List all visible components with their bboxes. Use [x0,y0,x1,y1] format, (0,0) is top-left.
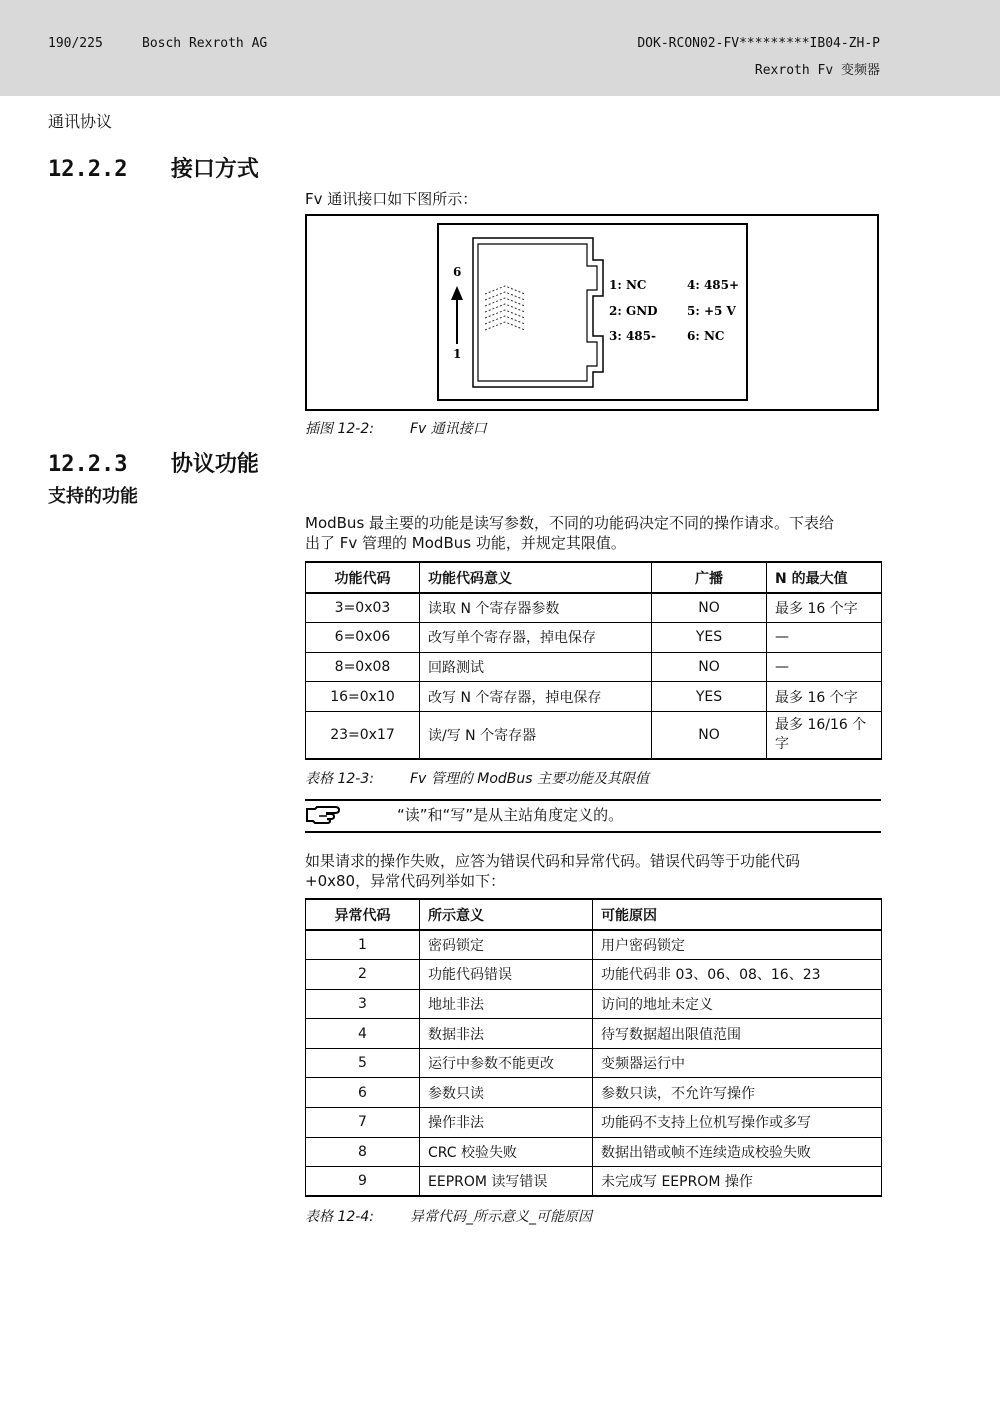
table1-caption [305,768,649,788]
table-cell: 功能代码非 03、06、08、16、23 [593,960,882,990]
column-header: 异常代码 [306,899,420,930]
table-cell: 读取 N 个寄存器参数 [420,593,652,623]
table-cell: 2 [306,960,420,990]
table-cell: 23=0x17 [306,711,420,759]
table-cell: 数据出错或帧不连续造成校验失败 [593,1137,882,1167]
section-title: 协议功能 [170,452,259,477]
table-cell: 变频器运行中 [593,1048,882,1078]
pin-label-6: 6: NC [687,329,725,343]
table-row [306,1137,882,1167]
pointing-hand-icon [305,804,341,826]
pin-contacts [485,286,525,330]
table-cell: 回路测试 [420,652,652,682]
table-cell: — [767,652,882,682]
arrow-label-bottom: 1 [453,347,462,361]
table2-caption-number: 表格 12-4: [305,1209,374,1225]
table-cell: CRC 校验失败 [420,1137,593,1167]
table-row [306,1078,882,1108]
table-cell: 改写单个寄存器，掉电保存 [420,623,652,653]
arrow-label-top: 6 [453,265,462,279]
table-row [306,1048,882,1078]
table-cell: 最多 16 个字 [767,593,882,623]
table-cell: 9 [306,1167,420,1197]
table-row [306,652,882,682]
pin-label-2: 2: GND [609,304,658,318]
paragraph-line: ModBus 最主要的功能是读写参数，不同的功能码决定不同的操作请求。下表给 [305,514,835,532]
section-number: 12.2.3 [48,452,128,477]
table-cell: 3 [306,989,420,1019]
column-header: N 的最大值 [767,562,882,593]
pin-label-3: 3: 485- [609,329,656,343]
note-divider-top [305,799,881,801]
table-cell: NO [652,593,767,623]
pin-label-5: 5: +5 V [687,304,736,318]
column-header: 所示意义 [420,899,593,930]
subsection-title: 支持的功能 [48,486,138,507]
table-cell: 操作非法 [420,1108,593,1138]
table-row [306,623,882,653]
socket-inner-outline [478,244,597,381]
table-row [306,711,882,759]
table-cell: 8=0x08 [306,652,420,682]
table-cell: 功能代码错误 [420,960,593,990]
table-row [306,1167,882,1197]
table2-caption [305,1206,592,1226]
section-heading-12-2-2 [48,152,259,183]
table-row [306,1019,882,1049]
note-text: “读”和“写”是从主站角度定义的。 [397,806,624,824]
table2-caption-text: 异常代码_所示意义_可能原因 [410,1209,592,1225]
table-header-row [306,562,882,593]
section-title: 接口方式 [170,157,259,182]
table-cell: 读/写 N 个寄存器 [420,711,652,759]
arrow-head [451,286,463,300]
paragraph-line: 出了 Fv 管理的 ModBus 功能，并规定其限值。 [305,534,626,552]
document-id: DOK-RCON02-FV*********IB04-ZH-P [637,36,880,51]
company-name: Bosch Rexroth AG [142,36,268,51]
table-cell: 未完成写 EEPROM 操作 [593,1167,882,1197]
table-row [306,682,882,712]
table-row [306,930,882,960]
table-cell: YES [652,682,767,712]
table-cell: EEPROM 读写错误 [420,1167,593,1197]
table-cell: 参数只读，不允许写操作 [593,1078,882,1108]
section-number: 12.2.2 [48,157,128,182]
table-cell: 6 [306,1078,420,1108]
interface-intro: Fv 通讯接口如下图所示： [305,190,478,208]
exception-paragraph [305,851,885,891]
table-cell: 改写 N 个寄存器，掉电保存 [420,682,652,712]
note-divider-bottom [305,831,881,833]
function-code-table [305,561,882,760]
column-header: 广播 [652,562,767,593]
table-row [306,989,882,1019]
table-header-row [306,899,882,930]
table1-caption-text: Fv 管理的 ModBus 主要功能及其限值 [410,771,649,787]
table-cell: 待写数据超出限值范围 [593,1019,882,1049]
table-cell: 最多 16/16 个字 [767,711,882,759]
table-cell: 3=0x03 [306,593,420,623]
table-cell: — [767,623,882,653]
pin-label-1: 1: NC [609,278,647,292]
column-header: 功能代码 [306,562,420,593]
product-name: Rexroth Fv 变频器 [754,63,880,78]
functions-paragraph [305,513,885,553]
exception-code-table [305,898,882,1197]
table-cell: 4 [306,1019,420,1049]
paragraph-line: +0x80，异常代码列举如下： [305,872,506,890]
figure-caption [305,418,487,438]
rj-connector-figure [307,216,877,409]
table1-caption-number: 表格 12-3: [305,771,374,787]
table-cell: 1 [306,930,420,960]
section-heading-12-2-3 [48,447,259,478]
table-cell: 功能码不支持上位机写操作或多写 [593,1108,882,1138]
table-cell: 5 [306,1048,420,1078]
table-cell: NO [652,652,767,682]
table-cell: YES [652,623,767,653]
table-cell: 参数只读 [420,1078,593,1108]
figure-caption-text: Fv 通讯接口 [410,421,487,437]
table-cell: 访问的地址未定义 [593,989,882,1019]
interface-diagram [305,214,879,411]
table-cell: 最多 16 个字 [767,682,882,712]
table-row [306,960,882,990]
figure-caption-number: 插图 12-2: [305,421,374,437]
table-cell: 8 [306,1137,420,1167]
table-cell: 数据非法 [420,1019,593,1049]
page-header [0,0,1000,96]
table-row [306,1108,882,1138]
table-cell: 地址非法 [420,989,593,1019]
section-label: 通讯协议 [48,112,113,131]
table-cell: 运行中参数不能更改 [420,1048,593,1078]
socket-outline [473,238,603,387]
table-cell: 用户密码锁定 [593,930,882,960]
column-header: 可能原因 [593,899,882,930]
table-cell: 密码锁定 [420,930,593,960]
column-header: 功能代码意义 [420,562,652,593]
table-cell: NO [652,711,767,759]
table-row [306,593,882,623]
paragraph-line: 如果请求的操作失败，应答为错误代码和异常代码。错误代码等于功能代码 [305,852,801,870]
pin-label-4: 4: 485+ [687,278,740,292]
table-cell: 7 [306,1108,420,1138]
table-cell: 6=0x06 [306,623,420,653]
table-cell: 16=0x10 [306,682,420,712]
page-number: 190/225 [48,36,103,51]
